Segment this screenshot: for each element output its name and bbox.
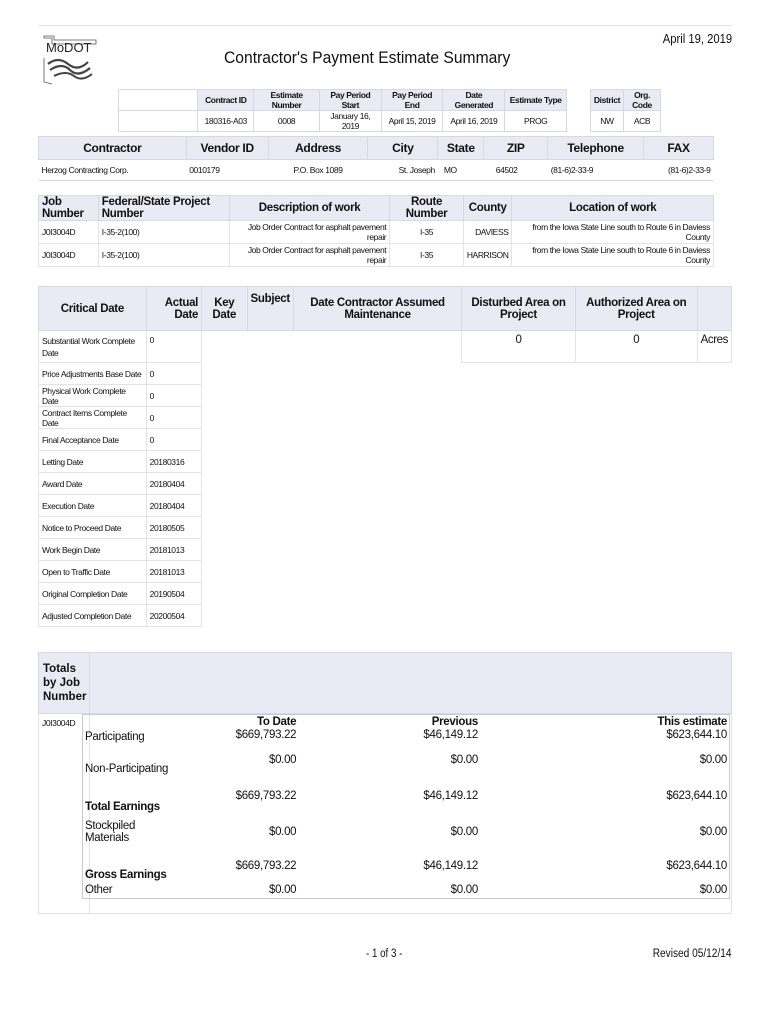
this-estimate-value: $623,644.10 xyxy=(666,859,727,872)
contractor-header: Telephone xyxy=(548,137,644,160)
critical-header: Critical Date xyxy=(39,287,147,331)
contractor-header: Address xyxy=(268,137,368,160)
to-date-value: $669,793.22 xyxy=(235,859,297,872)
critical-label: Award Date xyxy=(39,473,147,495)
district: NW xyxy=(590,111,623,132)
critical-label: Adjusted Completion Date xyxy=(39,605,147,627)
contract-blank-cell xyxy=(119,111,198,132)
critical-label: Price Adjustments Base Date xyxy=(39,363,147,385)
work-description: Job Order Contract for asphalt pavement repair xyxy=(229,244,389,267)
critical-header: Authorized Area on Project xyxy=(575,287,697,331)
project-number: I-35-2(100) xyxy=(98,244,229,267)
critical-label: Letting Date xyxy=(39,451,147,473)
pay-period-start: January 16, 2019 xyxy=(319,111,381,132)
jobs-header: Federal/State Project Number xyxy=(98,196,229,221)
critical-header: Disturbed Area on Project xyxy=(462,287,576,331)
totals-header-fill xyxy=(90,653,732,714)
critical-value: 20181013 xyxy=(146,539,201,561)
contractor-header: Vendor ID xyxy=(186,137,268,160)
critical-header: Subject xyxy=(247,287,293,331)
critical-label: Final Acceptance Date xyxy=(39,429,147,451)
totals-row-label: Other xyxy=(85,884,113,897)
logo-text: MoDOT xyxy=(46,40,92,55)
previous-value: $46,149.12 xyxy=(423,728,478,741)
totals-row-label: Gross Earnings xyxy=(85,868,167,881)
this-estimate-value: $0.00 xyxy=(699,884,727,897)
contractor-header: ZIP xyxy=(484,137,548,160)
critical-value: 20200504 xyxy=(146,605,201,627)
city: St. Joseph xyxy=(368,160,438,181)
contract-header: Pay Period Start xyxy=(319,90,381,111)
critical-value: 0 xyxy=(146,385,201,407)
totals-row-label: Non-Participating xyxy=(85,762,169,775)
critical-label: Open to Traffic Date xyxy=(39,561,147,583)
job-number: J0I3004D xyxy=(39,221,99,244)
critical-label: Physical Work Complete Date xyxy=(39,385,147,407)
state: MO xyxy=(438,160,484,181)
job-number: J0I3004D xyxy=(39,244,99,267)
col-previous: Previous xyxy=(431,715,478,728)
critical-value: 0 xyxy=(146,407,201,429)
critical-value: 0 xyxy=(146,331,201,363)
report-date: April 19, 2019 xyxy=(662,32,732,46)
contract-header: Contract ID xyxy=(198,90,254,111)
work-description: Job Order Contract for asphalt pavement repair xyxy=(229,221,389,244)
jobs-header: Description of work xyxy=(229,196,389,221)
to-date-value: $0.00 xyxy=(268,884,297,897)
page-number: - 1 of 3 - xyxy=(366,948,403,960)
county: DAVIESS xyxy=(463,221,512,244)
col-to-date: To Date xyxy=(257,715,297,728)
contract-header: Date Generated xyxy=(443,90,505,111)
critical-value: 20180316 xyxy=(146,451,201,473)
to-date-value: $669,793.22 xyxy=(235,789,297,802)
pay-period-end: April 15, 2019 xyxy=(381,111,443,132)
contract-table xyxy=(118,89,661,132)
contract-header: Estimate Type xyxy=(505,90,567,111)
jobs-header: Location of work xyxy=(512,196,714,221)
previous-value: $46,149.12 xyxy=(423,789,478,802)
totals-header: Totals by Job Number xyxy=(39,653,90,714)
critical-value: 20180505 xyxy=(146,517,201,539)
critical-header: Key Date xyxy=(202,287,247,331)
route-number: I-35 xyxy=(390,221,464,244)
critical-value: 20180404 xyxy=(146,495,201,517)
to-date-value: $0.00 xyxy=(268,825,297,838)
critical-label: Contract Items Complete Date xyxy=(39,407,147,429)
totals-row-label: Total Earnings xyxy=(85,800,160,813)
jobs-table xyxy=(38,195,714,267)
critical-value: 20181013 xyxy=(146,561,201,583)
route-number: I-35 xyxy=(390,244,464,267)
revision-date: Revised 05/12/14 xyxy=(653,948,732,960)
contractor-table xyxy=(38,136,714,181)
jobs-header: Route Number xyxy=(390,196,464,221)
critical-header: Actual Date xyxy=(146,287,201,331)
critical-value: 0 xyxy=(146,363,201,385)
contract-header: District xyxy=(590,90,623,111)
fax: (81-6)2-33-9 xyxy=(644,160,714,181)
modot-logo-icon xyxy=(40,34,100,86)
totals-job-number: J0I3004D xyxy=(39,714,90,914)
area-unit: Acres xyxy=(697,331,731,363)
contract-header: Pay Period End xyxy=(381,90,443,111)
project-number: I-35-2(100) xyxy=(98,221,229,244)
contract-blank-cell xyxy=(119,90,198,111)
this-estimate-value: $623,644.10 xyxy=(666,789,727,802)
authorized-area: 0 xyxy=(575,331,697,363)
document-title: Contractor's Payment Estimate Summary xyxy=(224,48,511,67)
contract-header: Org. Code xyxy=(624,90,661,111)
previous-value: $0.00 xyxy=(450,884,478,897)
contract-gap xyxy=(567,111,591,132)
county: HARRISON xyxy=(463,244,512,267)
estimate-type: PROG xyxy=(505,111,567,132)
critical-value: 20190504 xyxy=(146,583,201,605)
totals-detail-table xyxy=(82,714,730,899)
jobs-header: County xyxy=(463,196,512,221)
this-estimate-value: $0.00 xyxy=(699,825,727,838)
critical-value: 0 xyxy=(146,429,201,451)
critical-label: Original Completion Date xyxy=(39,583,147,605)
totals-row-label: Stockpiled Materials xyxy=(85,819,136,844)
critical-label: Work Begin Date xyxy=(39,539,147,561)
to-date-value: $669,793.22 xyxy=(235,728,297,741)
critical-value: 20180404 xyxy=(146,473,201,495)
contract-id: 180316-A03 xyxy=(198,111,254,132)
vendor-id: 0010179 xyxy=(186,160,268,181)
critical-label: Execution Date xyxy=(39,495,147,517)
table-row xyxy=(39,221,714,244)
contractor-header: FAX xyxy=(644,137,714,160)
critical-label: Substantial Work Complete Date xyxy=(39,331,147,363)
critical-spacer xyxy=(202,331,462,363)
jobs-header: Job Number xyxy=(39,196,99,221)
contractor-header: Contractor xyxy=(39,137,187,160)
disturbed-area: 0 xyxy=(462,331,576,363)
totals-row-label: Participating xyxy=(85,730,145,743)
previous-value: $0.00 xyxy=(450,825,478,838)
contract-header: Estimate Number xyxy=(254,90,320,111)
table-row xyxy=(39,244,714,267)
org-code: ACB xyxy=(624,111,661,132)
critical-header xyxy=(697,287,731,331)
work-location: from the Iowa State Line south to Route 6 in Daviess County xyxy=(512,244,714,267)
top-rule xyxy=(38,25,732,26)
previous-value: $46,149.12 xyxy=(423,859,478,872)
work-location: from the Iowa State Line south to Route 6 in Daviess County xyxy=(512,221,714,244)
contractor-header: State xyxy=(438,137,484,160)
previous-value: $0.00 xyxy=(450,753,478,766)
contractor-name: Herzog Contracting Corp. xyxy=(39,160,187,181)
critical-dates-table xyxy=(38,286,732,627)
date-generated: April 16, 2019 xyxy=(443,111,505,132)
critical-header: Date Contractor Assumed Maintenance xyxy=(293,287,461,331)
address: P.O. Box 1089 xyxy=(268,160,368,181)
this-estimate-value: $0.00 xyxy=(699,753,727,766)
zip: 64502 xyxy=(484,160,548,181)
this-estimate-value: $623,644.10 xyxy=(666,728,727,741)
totals-corner xyxy=(83,715,173,729)
contract-gap xyxy=(567,90,591,111)
estimate-number: 0008 xyxy=(254,111,320,132)
contractor-header: City xyxy=(368,137,438,160)
col-this-estimate: This estimate xyxy=(657,715,727,728)
to-date-value: $0.00 xyxy=(268,753,297,766)
telephone: (81-6)2-33-9 xyxy=(548,160,644,181)
critical-label: Notice to Proceed Date xyxy=(39,517,147,539)
